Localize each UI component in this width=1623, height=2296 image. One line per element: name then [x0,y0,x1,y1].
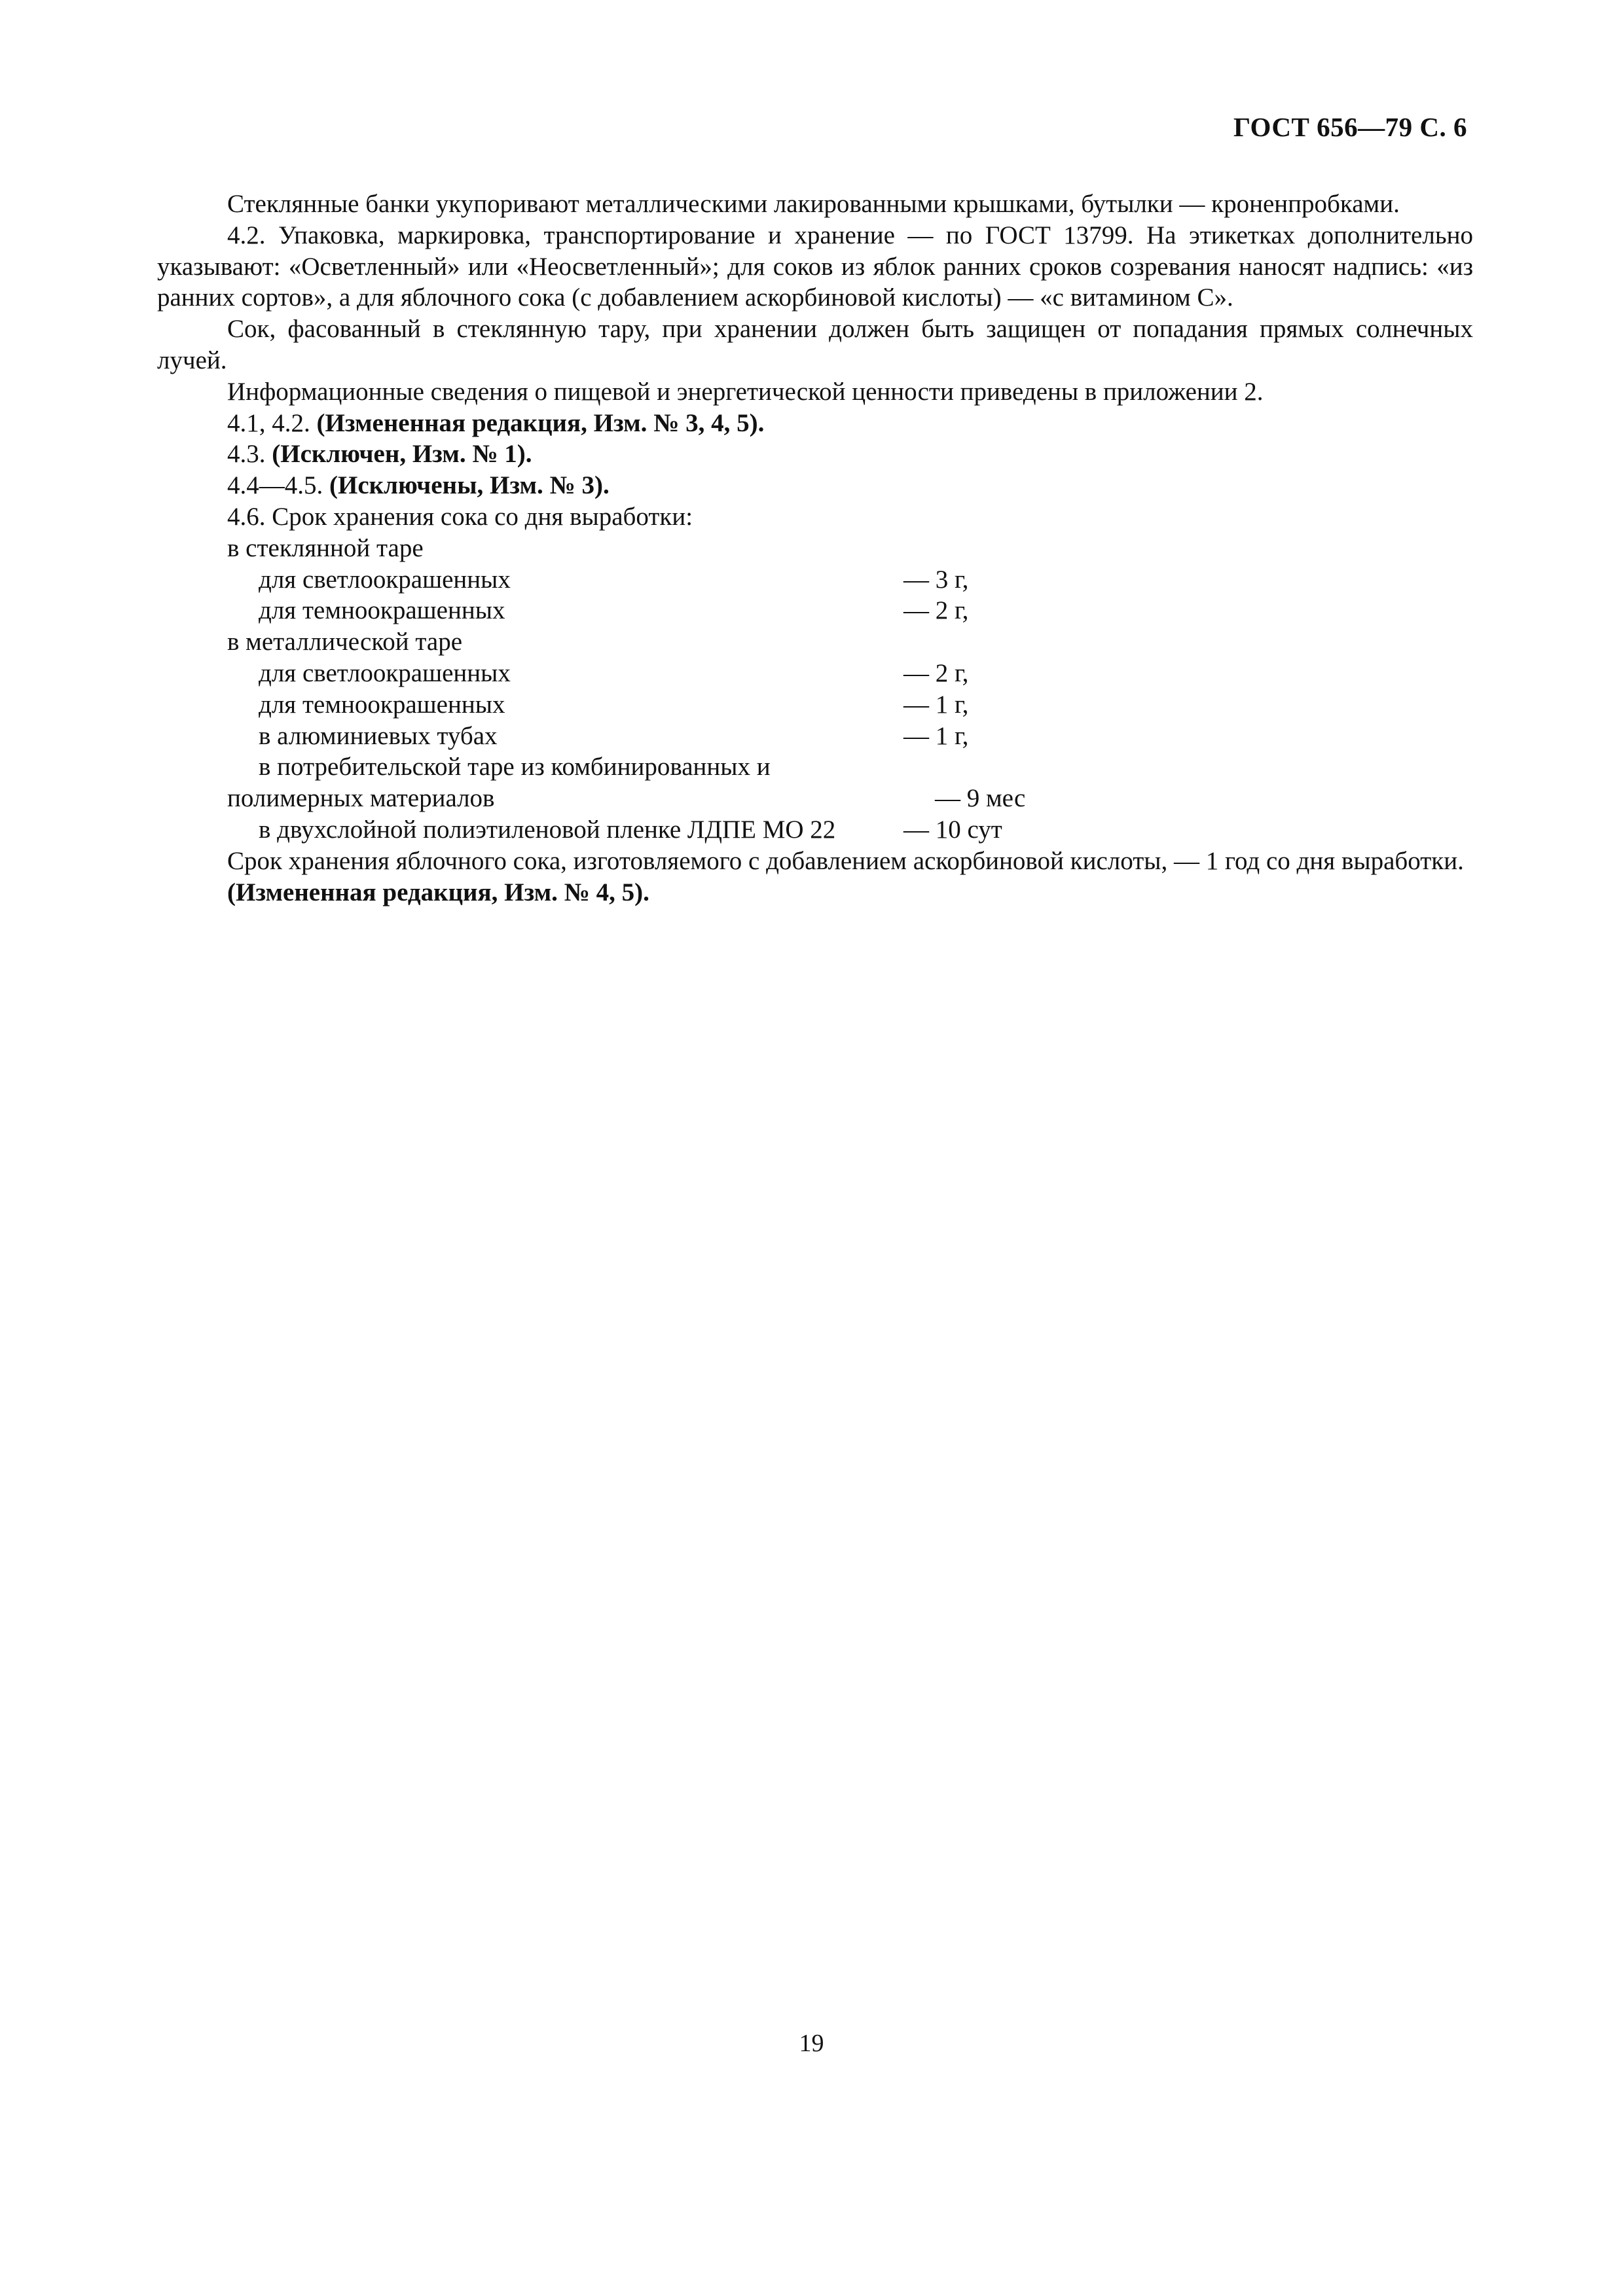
storage-list [157,533,1473,846]
storage-value: — 9 мес [935,784,1026,813]
storage-label: для темноокрашенных [259,596,505,625]
storage-value: — 1 г, [903,690,969,719]
storage-intro: 4.6. Срок хранения сока со дня выработки: [227,502,693,531]
paragraph-packaging: Стеклянные банки укупоривают металлическими лакированными крышками, бутылки — кроненпробками. [227,190,1400,218]
storage-value: — 10 сут [903,815,1002,844]
storage-category: в стеклянной таре [227,533,424,562]
storage-value: — 3 г, [903,565,969,594]
document-body [157,188,1473,908]
paragraph-nutrition-info: Информационные сведения о пищевой и энергетической ценности приведены в приложении 2. [227,377,1264,406]
storage-value: — 2 г, [903,596,969,625]
note-4-4-4-5 [157,470,1473,501]
page-number: 19 [799,2030,824,2057]
note-text: (Исключены, Изм. № 3). [329,471,610,500]
note-number: 4.4—4.5. [227,471,323,500]
storage-row [157,595,1473,626]
paragraph-storage-sunlight: Сок, фасованный в стеклянную тару, при хранении должен быть защищен от попадания прямых солнечных лучей. [157,315,1473,374]
note-number: 4.1, 4.2. [227,408,310,437]
paragraph-apple-juice: Срок хранения яблочного сока, изготовляемого с добавлением аскорбиновой кислоты, — 1 год со дня выработки. [227,846,1464,875]
storage-label: в двухслойной полиэтиленовой пленке ЛДПЕ МО 22 [259,815,836,844]
note-text: (Измененная редакция, Изм. № 3, 4, 5). [316,408,765,437]
note-4-3 [157,439,1473,470]
storage-value: — 1 г, [903,721,969,750]
storage-label: в потребительской таре из комбинированных и [259,753,771,781]
note-number: 4.3. [227,440,266,469]
page-header: ГОСТ 656—79 С. 6 [1233,112,1467,142]
note-4-1-4-2 [157,408,1473,439]
storage-value: — 2 г, [903,658,969,687]
storage-row [157,783,1473,814]
storage-row [157,626,1473,658]
storage-label: для темноокрашенных [259,690,505,719]
revision-note: (Измененная редакция, Изм. № 4, 5). [227,878,649,906]
storage-label: полимерных материалов [227,784,495,813]
storage-row [157,533,1473,564]
paragraph-4-2: 4.2. Упаковка, маркировка, транспортирование и хранение — по ГОСТ 13799. На этикетках дополнительно указывают: «Осветленный» или «Неосветленный»; для соков из яблок ранних сроков созревания наносят надпись: «из ранних сортов», а для яблочного сока (с добавлением аскорбиновой кислоты) — «с витамином С». [157,221,1473,312]
storage-row [157,721,1473,752]
storage-row [157,751,1473,783]
storage-row [157,564,1473,596]
storage-label: в алюминиевых тубах [259,721,498,750]
storage-row [157,658,1473,689]
storage-label: для светлоокрашенных [259,565,511,594]
storage-row [157,814,1473,846]
storage-row [157,689,1473,721]
storage-category: в металлической таре [227,628,463,656]
storage-label: для светлоокрашенных [259,658,511,687]
note-text: (Исключен, Изм. № 1). [272,440,532,469]
